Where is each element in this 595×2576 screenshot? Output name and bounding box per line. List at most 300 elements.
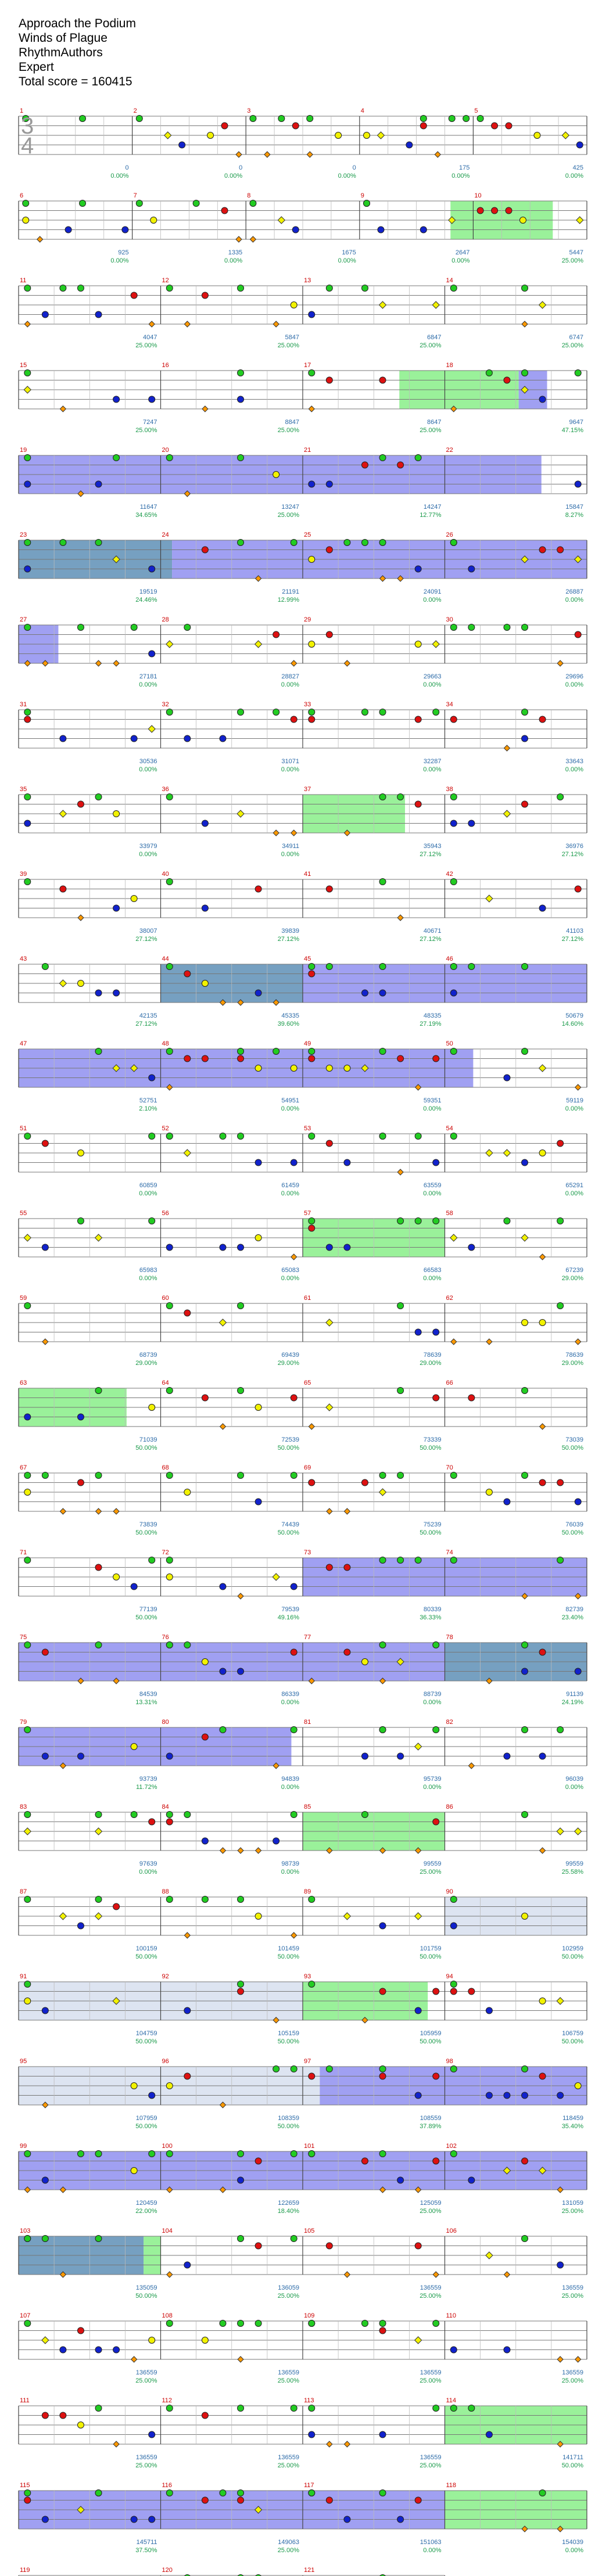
measure-score: 77139	[139, 1606, 157, 1613]
drum-note	[379, 1727, 386, 1733]
drum-note	[166, 285, 173, 292]
measure-number: 80	[162, 1719, 169, 1726]
kick-note	[167, 2272, 173, 2277]
drum-note	[522, 1159, 528, 1166]
measure-sp-percent: 50.00%	[420, 1529, 442, 1536]
drum-note	[361, 285, 368, 292]
measure-number: 106	[446, 2227, 457, 2234]
measure-number: 104	[162, 2227, 173, 2234]
drum-note	[576, 142, 583, 148]
measure-number: 77	[304, 1634, 311, 1641]
measure-number: 60	[162, 1295, 169, 1302]
drum-note	[361, 1812, 368, 1818]
drum-note	[450, 1981, 457, 1988]
kick-note	[238, 1593, 243, 1599]
measure-score: 136559	[135, 2454, 157, 2461]
measure-score: 108359	[278, 2115, 299, 2122]
measure-score: 0	[239, 164, 243, 171]
drum-note	[166, 879, 173, 885]
kick-note	[60, 1508, 66, 1514]
drum-note	[450, 990, 457, 996]
measure-sp-percent: 29.00%	[561, 1360, 583, 1367]
measure-score: 925	[118, 249, 129, 256]
drum-note	[80, 200, 86, 207]
measure-sp-percent: 47.15%	[561, 427, 583, 434]
drum-note	[292, 123, 299, 129]
drum-note	[309, 1133, 315, 1140]
cymbal-note	[59, 810, 66, 817]
drum-note	[522, 964, 528, 970]
measure-sp-percent: 0.00%	[281, 1699, 299, 1706]
cymbal-note	[503, 810, 510, 817]
kick-note	[113, 1508, 119, 1514]
drum-note	[364, 132, 370, 139]
measure-score: 36976	[565, 843, 583, 850]
drum-note	[220, 1244, 226, 1251]
drum-note	[450, 624, 457, 631]
drum-note	[361, 540, 368, 546]
drum-note	[326, 2066, 332, 2072]
drum-note	[397, 1472, 404, 1479]
measure-number: 45	[304, 955, 311, 962]
cymbal-note	[576, 217, 583, 224]
measure-number: 34	[446, 701, 453, 708]
drum-note	[557, 1303, 564, 1309]
drum-note	[238, 1133, 244, 1140]
drum-note	[24, 1642, 31, 1648]
measure-number: 6	[20, 192, 24, 199]
measure-score: 145711	[136, 2539, 157, 2546]
kick-note	[486, 1339, 492, 1345]
drum-note	[291, 2066, 297, 2072]
drum-note	[131, 292, 137, 299]
measure-score: 78639	[423, 1352, 442, 1359]
measure-number: 94	[446, 1973, 453, 1980]
drum-note	[42, 2412, 48, 2419]
measure-score: 52751	[139, 1097, 157, 1104]
measure-score: 91139	[566, 1691, 583, 1698]
drum-note	[238, 1988, 244, 1995]
measure-number: 15	[20, 362, 27, 369]
kick-note	[291, 1932, 297, 1938]
kick-note	[451, 1339, 457, 1345]
measure-number: 25	[304, 531, 311, 538]
drum-note	[95, 540, 102, 546]
drum-note	[24, 2151, 31, 2157]
measure-score: 73339	[423, 1436, 442, 1443]
measure-score: 21191	[282, 588, 299, 595]
drum-note	[420, 227, 426, 233]
drum-note	[433, 1819, 439, 1825]
measure-score: 96039	[565, 1776, 583, 1783]
measure-number: 24	[162, 531, 169, 538]
kick-note	[37, 236, 43, 242]
measure-score: 0	[352, 164, 356, 171]
drum-note	[309, 1048, 315, 1055]
drum-note	[291, 1472, 297, 1479]
drum-note	[557, 2262, 564, 2268]
measure-sp-percent: 0.00%	[139, 1869, 157, 1876]
drum-note	[450, 716, 457, 723]
measure-number: 81	[304, 1719, 311, 1726]
drum-note	[309, 370, 315, 376]
measure-sp-percent: 0.00%	[281, 851, 299, 858]
kick-note	[557, 2356, 563, 2362]
measure-score: 141711	[562, 2454, 583, 2461]
measure-score: 1675	[342, 249, 356, 256]
measure-score: 2647	[455, 249, 470, 256]
measure-number: 95	[20, 2058, 27, 2065]
drum-note	[95, 311, 102, 318]
measure-number: 70	[446, 1464, 453, 1471]
cymbal-note	[575, 1828, 582, 1835]
drum-note	[24, 566, 31, 572]
measure-score: 29696	[565, 673, 583, 680]
measure-sp-percent: 50.00%	[420, 1953, 442, 1960]
drum-note	[255, 1235, 261, 1241]
chart-row	[19, 540, 587, 582]
measure-sp-percent: 27.12%	[561, 936, 583, 943]
drum-note	[335, 132, 342, 139]
cymbal-note	[415, 1743, 422, 1750]
measure-sp-percent: 50.00%	[561, 2462, 583, 2469]
cymbal-note	[377, 132, 384, 139]
drum-note	[238, 2151, 244, 2157]
chart-row	[19, 200, 587, 243]
drum-note	[60, 2412, 66, 2419]
drum-note	[250, 200, 256, 207]
drum-note	[149, 1133, 155, 1140]
measure-number: 10	[474, 192, 482, 199]
measure-sp-percent: 0.00%	[565, 766, 583, 773]
measure-score: 135059	[135, 2284, 157, 2291]
chart-row	[19, 1048, 587, 1091]
measure-score: 131059	[562, 2200, 583, 2207]
drum-note	[557, 794, 564, 800]
measure-score: 45335	[281, 1012, 299, 1019]
drum-note	[575, 1499, 581, 1505]
measure-number: 31	[20, 701, 27, 708]
drum-note	[344, 540, 350, 546]
measure-number: 73	[304, 1549, 311, 1556]
drum-note	[149, 1075, 155, 1081]
measure-sp-percent: 25.00%	[420, 427, 442, 434]
drum-note	[468, 1988, 475, 1995]
measure-number: 66	[446, 1379, 453, 1386]
measure-number: 90	[446, 1888, 453, 1895]
measure-sp-percent: 18.40%	[277, 2208, 299, 2215]
chart-row	[19, 2066, 587, 2108]
drum-note	[166, 1557, 173, 1564]
measure-number: 39	[20, 871, 27, 878]
cymbal-note	[432, 641, 439, 648]
measure-sp-percent: 0.00%	[423, 1190, 442, 1197]
measure-number: 14	[446, 277, 453, 284]
measure-sp-percent: 27.12%	[135, 1021, 157, 1027]
measure-score: 33979	[139, 843, 157, 850]
kick-note	[344, 660, 350, 666]
measure-score: 104759	[135, 2030, 157, 2037]
drum-note	[468, 964, 475, 970]
measure-score: 122659	[278, 2200, 299, 2207]
measure-sp-percent: 11.72%	[136, 1784, 157, 1791]
drum-note	[113, 811, 120, 817]
drum-note	[24, 1981, 31, 1988]
chart-row	[19, 709, 587, 752]
measure-sp-percent: 25.00%	[561, 2293, 583, 2300]
measure-sp-percent: 27.12%	[420, 936, 442, 943]
measure-number: 64	[162, 1379, 169, 1386]
drum-note	[24, 709, 31, 716]
drum-note	[238, 2405, 244, 2412]
drum-note	[42, 2177, 48, 2183]
drum-note	[415, 641, 421, 648]
kick-note	[60, 406, 66, 412]
time-signature: 3	[21, 113, 34, 139]
measure-score: 136559	[278, 2454, 299, 2461]
measure-score: 26887	[565, 588, 583, 595]
chart-row	[19, 624, 587, 667]
drum-note	[250, 116, 256, 122]
drum-note	[326, 1564, 332, 1571]
measure-sp-percent: 0.00%	[565, 681, 583, 688]
drum-note	[379, 879, 386, 885]
measure-score: 136559	[420, 2284, 442, 2291]
measure-sp-percent: 0.00%	[139, 1275, 157, 1282]
drum-note	[255, 2320, 261, 2327]
drum-note	[557, 1479, 564, 1486]
drum-note	[486, 1489, 492, 1496]
drum-note	[415, 1557, 421, 1564]
drum-note	[273, 631, 279, 638]
drum-note	[522, 735, 528, 742]
drum-note	[307, 116, 313, 122]
measure-sp-percent: 50.00%	[561, 1445, 583, 1452]
drum-note	[361, 990, 368, 996]
drum-note	[60, 285, 66, 292]
chart-row	[19, 285, 587, 328]
drum-note	[557, 1727, 564, 1733]
measure-sp-percent: 25.00%	[561, 257, 583, 264]
drum-note	[42, 1472, 48, 1479]
measure-number: 99	[20, 2143, 27, 2150]
cymbal-note	[219, 1319, 226, 1326]
measure-sp-percent: 50.00%	[277, 1529, 299, 1536]
drum-note	[575, 370, 581, 376]
drum-note	[433, 1988, 439, 1995]
drum-note	[238, 2177, 244, 2183]
cymbal-note	[539, 301, 546, 308]
drum-note	[238, 1668, 244, 1675]
drum-note	[131, 896, 137, 902]
kick-note	[291, 660, 297, 666]
measure-number: 20	[162, 447, 169, 454]
drum-note	[113, 905, 120, 911]
drum-note	[433, 1727, 439, 1733]
measure-score: 7247	[143, 419, 157, 426]
measure-score: 28827	[281, 673, 299, 680]
measure-score: 59351	[423, 1097, 442, 1104]
kick-note	[433, 2272, 439, 2277]
drum-note	[95, 2236, 102, 2242]
drum-note	[77, 2327, 84, 2334]
measure-number: 85	[304, 1803, 311, 1810]
drum-note	[24, 2320, 31, 2327]
drum-note	[220, 1668, 226, 1675]
cymbal-note	[486, 2252, 493, 2259]
cymbal-note	[450, 1234, 457, 1241]
measure-sp-percent: 0.00%	[565, 2547, 583, 2554]
drum-note	[397, 1557, 404, 1564]
measure-score: 99559	[423, 1860, 442, 1867]
drum-note	[291, 1812, 297, 1818]
drum-note	[575, 631, 581, 638]
measure-number: 116	[162, 2482, 173, 2489]
drum-note	[291, 2405, 297, 2412]
measure-score: 149063	[278, 2539, 299, 2546]
measure-sp-percent: 50.00%	[277, 2123, 299, 2130]
measure-number: 40	[162, 871, 169, 878]
measure-score: 98739	[281, 1860, 299, 1867]
drum-note	[539, 2490, 546, 2496]
measure-sp-percent: 0.00%	[338, 173, 356, 179]
drum-note	[24, 540, 31, 546]
drum-note	[379, 1988, 386, 1995]
measure-score: 41103	[566, 928, 583, 935]
drum-note	[291, 1395, 297, 1401]
measure-number: 101	[304, 2143, 315, 2150]
drum-note	[539, 547, 546, 553]
drum-note	[202, 2497, 208, 2503]
drum-note	[309, 1218, 315, 1224]
measure-sp-percent: 0.00%	[423, 1784, 442, 1791]
measure-sp-percent: 25.00%	[561, 342, 583, 349]
kick-note	[540, 1424, 546, 1429]
measure-number: 37	[304, 786, 311, 793]
measure-number: 26	[446, 531, 453, 538]
drum-note	[220, 735, 226, 742]
drum-note	[539, 905, 546, 911]
drum-note	[361, 1659, 368, 1665]
measure-score: 61459	[281, 1182, 299, 1189]
drum-note	[77, 1218, 84, 1224]
measure-number: 43	[20, 955, 27, 962]
drum-note	[77, 624, 84, 631]
drum-note	[309, 709, 315, 716]
measure-number: 65	[304, 1379, 311, 1386]
measure-sp-percent: 22.00%	[135, 2208, 157, 2215]
cymbal-note	[379, 301, 386, 308]
measure-sp-percent: 36.33%	[420, 1614, 442, 1621]
drum-note	[77, 2151, 84, 2157]
drum-note	[415, 455, 421, 461]
measure-number: 50	[446, 1040, 453, 1047]
drum-note	[309, 641, 315, 648]
cymbal-note	[24, 1828, 31, 1835]
kick-note	[468, 1763, 474, 1769]
drum-note	[379, 2490, 386, 2496]
drum-note	[450, 820, 457, 827]
drum-note	[361, 1753, 368, 1759]
measure-number: 117	[304, 2482, 314, 2489]
drum-note	[166, 1472, 173, 1479]
drum-note	[77, 1479, 84, 1486]
measure-score: 105159	[278, 2030, 299, 2037]
drum-note	[309, 1225, 315, 1231]
drum-note	[291, 716, 297, 723]
drum-note	[450, 1133, 457, 1140]
measure-score: 136559	[420, 2369, 442, 2376]
measure-number: 47	[20, 1040, 27, 1047]
measure-score: 120459	[135, 2200, 157, 2207]
kick-note	[504, 745, 510, 751]
measure-score: 88739	[423, 1691, 442, 1698]
drum-note	[309, 2151, 315, 2157]
drum-note	[309, 964, 315, 970]
measure-number: 54	[446, 1125, 453, 1132]
measure-sp-percent: 25.58%	[561, 1869, 583, 1876]
drum-note	[379, 1557, 386, 1564]
measure-score: 78639	[565, 1352, 583, 1359]
drum-note	[220, 1133, 226, 1140]
drum-note	[433, 709, 439, 716]
cymbal-note	[148, 725, 155, 732]
drum-note	[379, 2431, 386, 2438]
kick-note	[250, 236, 256, 242]
drum-note	[344, 1649, 350, 1655]
chart-row	[19, 2151, 587, 2193]
measure-sp-percent: 50.00%	[135, 1614, 157, 1621]
drum-note	[273, 2066, 279, 2072]
kick-note	[540, 1254, 546, 1260]
measure-sp-percent: 25.00%	[277, 2377, 299, 2384]
measure-number: 22	[446, 447, 453, 454]
drum-note	[504, 377, 510, 383]
measure-number: 75	[20, 1634, 27, 1641]
measure-sp-percent: 0.00%	[110, 173, 129, 179]
drum-note	[166, 1048, 173, 1055]
drum-note	[184, 2007, 191, 2014]
measure-sp-percent: 25.00%	[420, 2462, 442, 2469]
drum-note	[309, 2431, 315, 2438]
drum-note	[238, 2320, 244, 2327]
drum-note	[477, 116, 483, 122]
drum-note	[433, 1642, 439, 1648]
drum-note	[65, 227, 71, 233]
cymbal-note	[562, 132, 569, 139]
drum-note	[309, 1055, 315, 1062]
drum-note	[486, 370, 492, 376]
measure-number: 38	[446, 786, 453, 793]
measure-sp-percent: 0.00%	[565, 173, 583, 179]
drum-note	[486, 2007, 492, 2014]
measure-score: 13247	[281, 504, 299, 511]
measure-sp-percent: 0.00%	[281, 1275, 299, 1282]
drum-note	[238, 1472, 244, 1479]
measure-score: 63559	[423, 1182, 442, 1189]
measure-score: 175	[459, 164, 470, 171]
measure-number: 49	[304, 1040, 311, 1047]
drum-note	[450, 794, 457, 800]
measure-sp-percent: 25.00%	[420, 1869, 442, 1876]
measure-sp-percent: 0.00%	[281, 681, 299, 688]
drum-note	[95, 1896, 102, 1903]
chart-row	[19, 1472, 587, 1515]
drum-note	[202, 547, 208, 553]
drum-note	[450, 285, 457, 292]
measure-number: 107	[20, 2312, 31, 2319]
drum-note	[344, 1564, 350, 1571]
